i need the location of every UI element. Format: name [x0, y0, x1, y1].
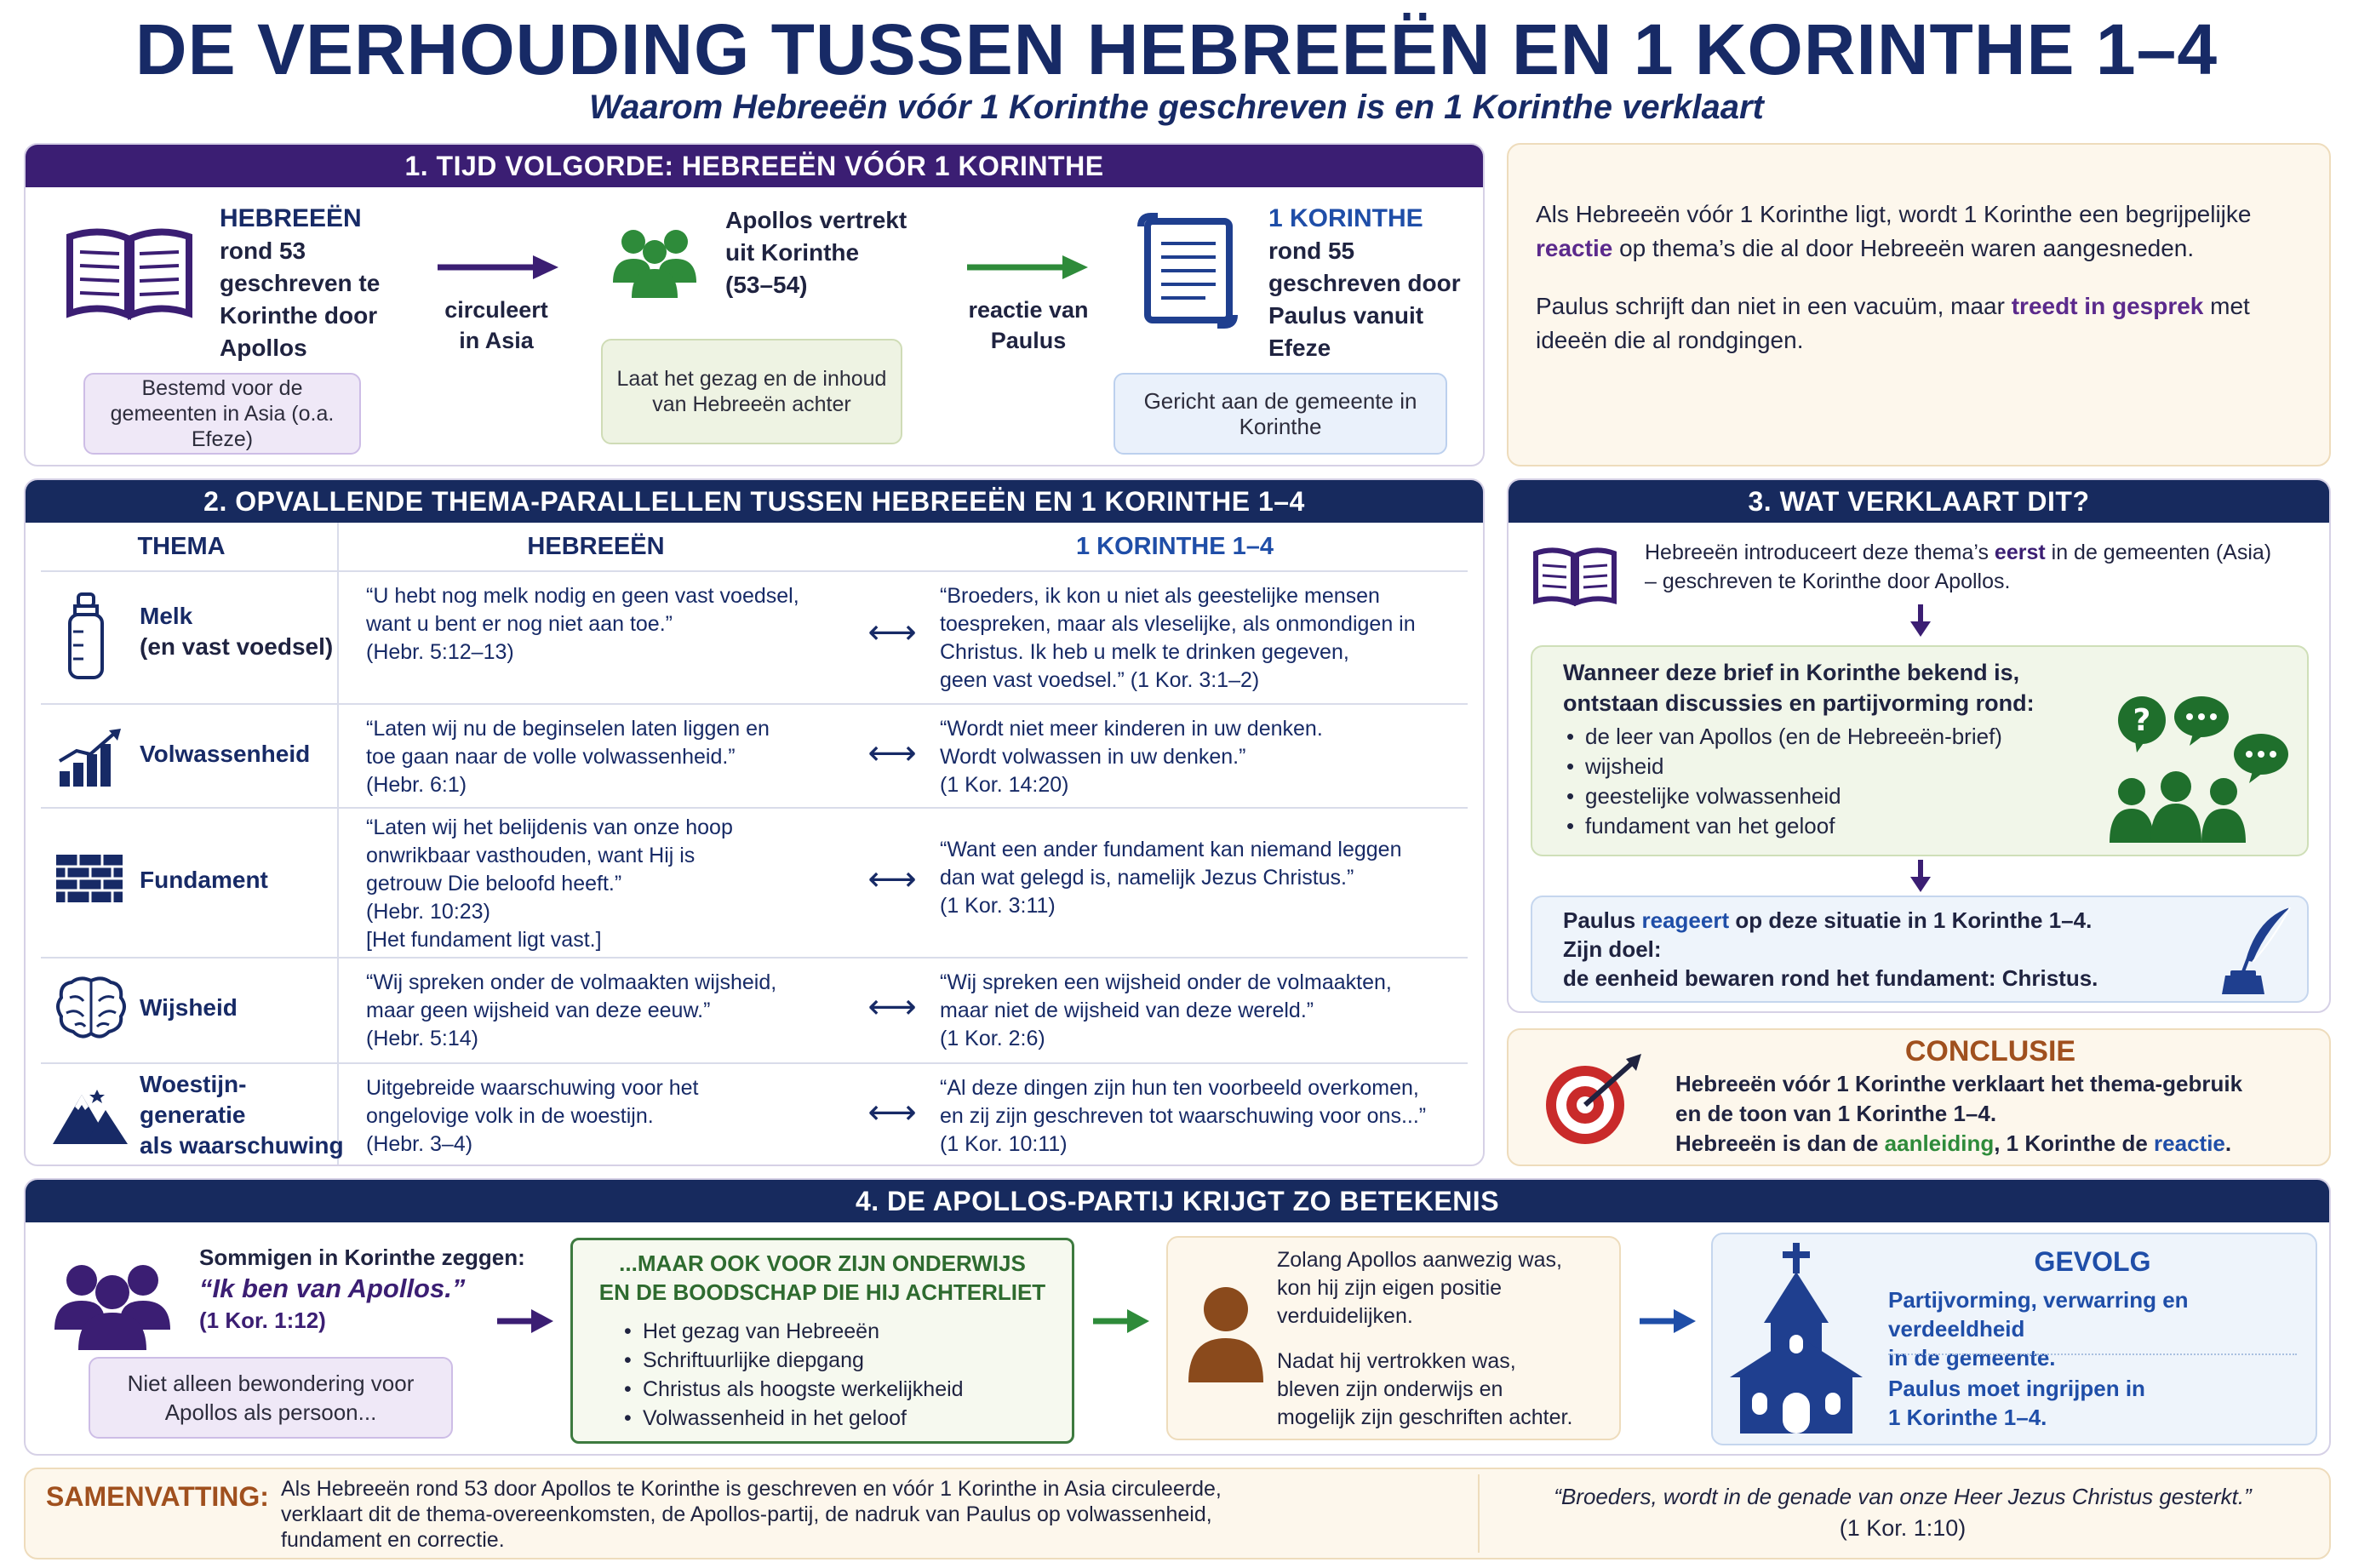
- quote-line: (Hebr. 3–4): [366, 1132, 473, 1156]
- korinthe-title: 1 KORINTHE: [1268, 204, 1423, 232]
- hebreeen-line: Apollos: [220, 335, 307, 361]
- theme-cell: [140, 993, 344, 1023]
- quote-line: “Laten wij het belijdenis van onze hoop: [366, 815, 733, 839]
- intro-text-part: in de gemeenten (Asia): [2051, 541, 2272, 564]
- paulus-highlight: reageert: [1641, 907, 1730, 933]
- arrow1-label-line: in Asia: [459, 328, 534, 353]
- person-text-line: verduidelijken.: [1277, 1304, 1413, 1328]
- consequence-text-1: [1888, 1285, 2305, 1372]
- quote-line: Uitgebreide waarschuwing voor het: [366, 1076, 699, 1100]
- info-paragraph-1: [1536, 197, 2310, 266]
- hebreeen-line: Korinthe door: [220, 302, 378, 329]
- quote-line: en zij zijn geschreven tot waarschuwing voor ons...”: [940, 1104, 1427, 1128]
- consequence-line: Paulus moet ingrijpen in: [1888, 1376, 2145, 1401]
- info-panel: [1507, 143, 2331, 466]
- group-people-icon: [608, 223, 701, 300]
- table-row: [41, 703, 1468, 807]
- consequence-title: GEVOLG: [2034, 1246, 2151, 1277]
- intro-text-part: Hebreeën introduceert deze thema’s: [1645, 541, 1989, 564]
- hebreeen-quote: [366, 814, 860, 954]
- hebreeen-destination-pill: Bestemd voor de gemeenten in Asia (o.a. Efeze): [83, 373, 361, 455]
- korinthe-quote: [940, 582, 1468, 695]
- section-explanation-header: 3. WAT VERKLAART DIT?: [1509, 480, 2329, 523]
- quote-line: ongelovige volk in de woestijn.: [366, 1104, 654, 1128]
- theme-label: generatie: [140, 1102, 246, 1128]
- conclusion-text-part: .: [2224, 1130, 2232, 1156]
- hebreeen-block: [220, 203, 424, 364]
- hebreeen-quote: [366, 969, 860, 1053]
- brain-icon: [54, 974, 128, 1042]
- intro-text-line: – geschreven te Korinthe door Apollos.: [1645, 569, 2011, 593]
- teaching-scroll: [570, 1238, 1074, 1444]
- apollos-line: Apollos vertrekt: [725, 207, 907, 233]
- summary-line: Als Hebreeën rond 53 door Apollos te Korinthe is geschreven en vóór 1 Korinthe in Asia circuleerde,: [281, 1477, 1222, 1501]
- korinthe-quote: [940, 715, 1468, 799]
- consequence-line: 1 Korinthe 1–4.: [1888, 1405, 2047, 1430]
- quote-line: “Wij spreken onder de volmaakten wijsheid,: [366, 970, 777, 994]
- conclusion-panel: [1507, 1028, 2331, 1166]
- quote-line: (Hebr. 5:14): [366, 1027, 479, 1050]
- discussion-heading: [1563, 657, 2091, 718]
- korinthe-block: [1268, 203, 1481, 364]
- apollos-line: uit Korinthe: [725, 239, 860, 266]
- quote-line: getrouw Die beloofd heeft.”: [366, 872, 622, 896]
- quote-line: toe gaan naar de volle volwassenheid.”: [366, 745, 736, 769]
- korinthe-quote: [940, 969, 1468, 1053]
- list-item: • Het gezag van Hebreeën: [621, 1317, 1063, 1346]
- quote-line: “Wij spreken een wijsheid onder de volmaakten,: [940, 970, 1392, 994]
- group-people-icon: [53, 1258, 172, 1352]
- scroll-title: [573, 1249, 1072, 1307]
- arrow-right-icon: [1091, 1306, 1151, 1336]
- paulus-text-part: op deze situatie in 1 Korinthe 1–4.: [1735, 907, 2093, 933]
- discussion-heading-line: ontstaan discussies en partijvorming rond:: [1563, 690, 2035, 716]
- arrow2-label-line: reactie van: [968, 297, 1089, 323]
- section-parallels-header: 2. OPVALLENDE THEMA-PARALLELLEN TUSSEN HEBREEËN EN 1 KORINTHE 1–4: [26, 480, 1483, 523]
- arrow-right-icon: [495, 1306, 555, 1336]
- scroll-document-icon: [1132, 211, 1243, 330]
- open-book-icon: [61, 220, 198, 322]
- hebreeen-quote: [366, 582, 860, 667]
- quote-line: “Broeders, ik kon u niet als geestelijke mensen: [940, 584, 1380, 608]
- saying-intro: Sommigen in Korinthe zeggen:: [199, 1245, 525, 1270]
- conclusion-text-part: Hebreeën is dan de: [1675, 1130, 1879, 1156]
- double-arrow-icon: ⟷: [867, 614, 917, 651]
- list-item: • fundament van het geloof: [1563, 811, 2091, 841]
- discussion-heading-line: Wanneer deze brief in Korinthe bekend is,: [1563, 660, 2020, 685]
- theme-cell: [140, 601, 344, 662]
- quote-line: maar geen wijsheid van deze eeuw.”: [366, 999, 711, 1022]
- list-item: • wijsheid: [1563, 752, 2091, 781]
- arrow2-label-line: Paulus: [990, 328, 1067, 353]
- quote-line: “U hebt nog melk nodig en geen vast voedsel,: [366, 584, 799, 608]
- consequence-divider: [1888, 1353, 2297, 1355]
- double-arrow-icon: ⟷: [867, 735, 917, 772]
- paulus-text-line: Zijn doel:: [1563, 936, 1662, 962]
- info-highlight: treedt in gesprek: [2011, 293, 2204, 319]
- church-icon: [1726, 1241, 1866, 1437]
- bottle-icon: [65, 592, 107, 681]
- arrow-down-icon: [1907, 860, 1934, 894]
- quote-line: dan wat gelegd is, namelijk Jezus Christus.”: [940, 866, 1354, 890]
- quote-line: “Al deze dingen zijn hun ten voorbeeld overkomen,: [940, 1076, 1419, 1100]
- quote-line: [Het fundament ligt vast.]: [366, 928, 602, 952]
- conclusion-title: CONCLUSIE: [1904, 1035, 2076, 1067]
- arrow-right-icon: [434, 250, 562, 284]
- list-item: • de leer van Apollos (en de Hebreeën-brief): [1563, 722, 2091, 752]
- summary-line: fundament en correctie.: [281, 1528, 505, 1552]
- paulus-response-box: [1531, 896, 2309, 1003]
- paulus-text-line: de eenheid bewaren rond het fundament: Christus.: [1563, 965, 2098, 991]
- quote-line: (Hebr. 6:1): [366, 773, 467, 797]
- theme-label: Wijsheid: [140, 994, 238, 1021]
- info-paragraph-2: [1536, 289, 2310, 358]
- table-row: [41, 570, 1468, 703]
- quote-line: (1 Kor. 10:11): [940, 1132, 1068, 1156]
- quote-line: maar niet de wijsheid van deze wereld.”: [940, 999, 1314, 1022]
- summary-line: verklaart dit de thema-overeenkomsten, de Apollos-partij, de nadruk van Paulus op volwassenheid,: [281, 1502, 1212, 1526]
- info-highlight: reactie: [1536, 235, 1613, 261]
- consequence-box: [1711, 1233, 2317, 1445]
- scroll-title-line: EN DE BOODSCHAP DIE HIJ ACHTERLIET: [598, 1279, 1046, 1305]
- person-text-line: mogelijk zijn geschriften achter.: [1277, 1405, 1573, 1429]
- quote-line: (Hebr. 10:23): [366, 900, 490, 924]
- hebreeen-quote: [366, 1074, 860, 1159]
- info-text: Als Hebreeën vóór 1 Korinthe ligt, wordt 1 Korinthe een begrijpelijke: [1536, 201, 2252, 227]
- quote-line: geen vast voedsel.” (1 Kor. 3:1–2): [940, 668, 1260, 692]
- brick-wall-icon: [54, 853, 124, 904]
- summary-quote-reference: (1 Kor. 1:10): [1839, 1515, 1967, 1541]
- quote-line: toespreken, maar als vleselijke, als onmondigen in: [940, 612, 1416, 636]
- section-apollos-party: [24, 1178, 2331, 1456]
- quote-line: (1 Kor. 3:11): [940, 894, 1056, 918]
- quote-line: onwrikbaar vasthouden, want Hij is: [366, 844, 696, 867]
- hebreeen-line: rond 53: [220, 237, 306, 264]
- paulus-response-text: [1563, 906, 2210, 993]
- hebreeen-quote: [366, 715, 860, 799]
- teaching-list: [621, 1317, 1063, 1433]
- column-header-hebreeen: HEBREEËN: [527, 533, 665, 560]
- scroll-title-line: ...MAAR OOK VOOR ZIJN ONDERWIJS: [619, 1250, 1026, 1276]
- discussion-people-icon: [2098, 691, 2293, 844]
- theme-cell: [140, 739, 344, 770]
- quote-line: Wordt volwassen in uw denken.”: [940, 745, 1246, 769]
- arrow1-label: [424, 295, 569, 356]
- quill-ink-icon: [2213, 906, 2299, 998]
- person-text-line: kon hij zijn eigen positie: [1277, 1276, 1503, 1300]
- korinthe-quote: [940, 1074, 1468, 1159]
- growth-chart-icon: [56, 727, 124, 788]
- apollos-saying: [199, 1243, 540, 1335]
- quote-line: “Laten wij nu de beginselen laten liggen en: [366, 717, 770, 741]
- section-timeline-header: 1. TIJD VOLGORDE: HEBREEËN VÓÓR 1 KORINTHE: [26, 145, 1483, 187]
- korinthe-line: Paulus vanuit: [1268, 302, 1424, 329]
- arrow-right-icon: [964, 250, 1091, 284]
- korinthe-quote: [940, 836, 1468, 920]
- summary-quote: [1490, 1481, 2316, 1544]
- apollos-block: [725, 204, 955, 301]
- page-subtitle: Waarom Hebreeën vóór 1 Korinthe geschreven is en 1 Korinthe verklaart: [589, 89, 1764, 126]
- theme-cell: [140, 865, 344, 896]
- summary-quote-text: “Broeders, wordt in de genade van onze Heer Jezus Christus gesterkt.”: [1554, 1484, 2252, 1509]
- conclusion-text-part: , 1 Korinthe de: [1994, 1130, 2148, 1156]
- section-parallels: [24, 478, 1485, 1166]
- conclusion-line: Hebreeën vóór 1 Korinthe verklaart het thema-gebruik: [1675, 1071, 2243, 1096]
- list-item: • Volwassenheid in het geloof: [621, 1404, 1063, 1433]
- arrow-down-icon: [1907, 604, 1934, 638]
- column-header-thema: THEMA: [137, 533, 226, 560]
- theme-label: Fundament: [140, 867, 268, 893]
- info-text: met ideeën die al rondgingen.: [1536, 293, 2250, 353]
- hebreeen-title: HEBREEËN: [220, 204, 362, 232]
- double-arrow-icon: ⟷: [867, 861, 917, 898]
- double-arrow-icon: ⟷: [867, 988, 917, 1026]
- paulus-text-part: Paulus: [1563, 907, 1636, 933]
- quote-line: “Want een ander fundament kan niemand leggen: [940, 838, 1402, 861]
- quote-line: want u bent er nog niet aan toe.”: [366, 612, 673, 636]
- list-item: • Christus als hoogste werkelijkheid: [621, 1375, 1063, 1404]
- consequence-text-2: [1888, 1374, 2305, 1432]
- column-header-korinthe: 1 KORINTHE 1–4: [1075, 533, 1274, 560]
- conclusion-line: en de toon van 1 Korinthe 1–4.: [1675, 1101, 1997, 1126]
- theme-label: als waarschuwing: [140, 1132, 344, 1159]
- svg-text:?: ?: [2133, 703, 2151, 738]
- info-text: op thema’s die al door Hebreeën waren aangesneden.: [1619, 235, 2195, 261]
- target-arrow-icon: [1543, 1054, 1645, 1147]
- intro-highlight: eerst: [1994, 541, 2046, 564]
- section-explanation: [1507, 478, 2331, 1013]
- discussion-list: [1563, 722, 2091, 841]
- conclusion-highlight-reactie: reactie: [2154, 1130, 2225, 1156]
- korinthe-line: Efeze: [1268, 335, 1331, 361]
- theme-label: Volwassenheid: [140, 741, 311, 767]
- person-text: [1277, 1246, 1617, 1432]
- quote-line: (Hebr. 5:12–13): [366, 640, 514, 664]
- korinthe-pill: Gericht aan de gemeente in Korinthe: [1114, 373, 1447, 455]
- open-book-icon: [1531, 543, 1619, 608]
- quote-line: “Wordt niet meer kinderen in uw denken.: [940, 717, 1323, 741]
- quote-line: (1 Kor. 2:6): [940, 1027, 1045, 1050]
- theme-label: (en vast voedsel): [140, 633, 334, 660]
- theme-label: Melk: [140, 603, 193, 629]
- table-row: [41, 957, 1468, 1062]
- section-apollos-party-header: 4. DE APOLLOS-PARTIJ KRIJGT ZO BETEKENIS: [26, 1180, 2329, 1222]
- saying-reference: (1 Kor. 1:12): [199, 1308, 326, 1333]
- person-text-line: Nadat hij vertrokken was,: [1277, 1349, 1516, 1373]
- quote-line: (1 Kor. 14:20): [940, 773, 1069, 797]
- intro-text: [1645, 538, 2317, 596]
- apollos-line: (53–54): [725, 272, 808, 298]
- theme-label: Woestijn-: [140, 1071, 247, 1097]
- consequence-line: Partijvorming, verwarring en verdeeldheid: [1888, 1287, 2189, 1342]
- summary-panel: [24, 1468, 2331, 1559]
- summary-text: [281, 1476, 1473, 1553]
- admiration-pill: Niet alleen bewondering voor Apollos als persoon...: [89, 1357, 453, 1439]
- person-text-line: bleven zijn onderwijs en: [1277, 1377, 1503, 1401]
- table-row: [41, 807, 1468, 957]
- conclusion-highlight-aanleiding: aanleiding: [1884, 1130, 1995, 1156]
- discussion-box: [1531, 645, 2309, 856]
- table-row: [41, 1062, 1468, 1166]
- conclusion-text: [1675, 1069, 2322, 1159]
- theme-cell: [140, 1069, 344, 1161]
- page-title: DE VERHOUDING TUSSEN HEBREEËN EN 1 KORINTHE 1–4: [135, 9, 2218, 89]
- arrow2-label: [952, 295, 1105, 356]
- apollos-pill: Laat het gezag en de inhoud van Hebreeën achter: [601, 339, 902, 444]
- double-arrow-icon: ⟷: [867, 1094, 917, 1131]
- hebreeen-line: geschreven te: [220, 270, 381, 296]
- list-item: • Schriftuurlijke diepgang: [621, 1346, 1063, 1375]
- info-text: Paulus schrijft dan niet in een vacuüm, maar: [1536, 293, 2005, 319]
- mountain-icon: [51, 1084, 129, 1146]
- person-icon: [1185, 1284, 1267, 1384]
- quote-line: Christus. Ik heb u melk te drinken gegeven,: [940, 640, 1349, 664]
- summary-divider: [1478, 1474, 1480, 1553]
- apollos-person-box: [1166, 1236, 1621, 1440]
- consequence-line: in de gemeente.: [1888, 1345, 2056, 1371]
- person-text-line: Zolang Apollos aanwezig was,: [1277, 1248, 1562, 1272]
- korinthe-line: rond 55: [1268, 237, 1355, 264]
- summary-label: SAMENVATTING:: [46, 1481, 269, 1512]
- arrow1-label-line: circuleert: [444, 297, 548, 323]
- korinthe-line: geschreven door: [1268, 270, 1461, 296]
- arrow-right-icon: [1638, 1306, 1697, 1336]
- saying-quote: “Ik ben van Apollos.”: [199, 1273, 466, 1303]
- list-item: • geestelijke volwassenheid: [1563, 781, 2091, 811]
- section-timeline: [24, 143, 1485, 466]
